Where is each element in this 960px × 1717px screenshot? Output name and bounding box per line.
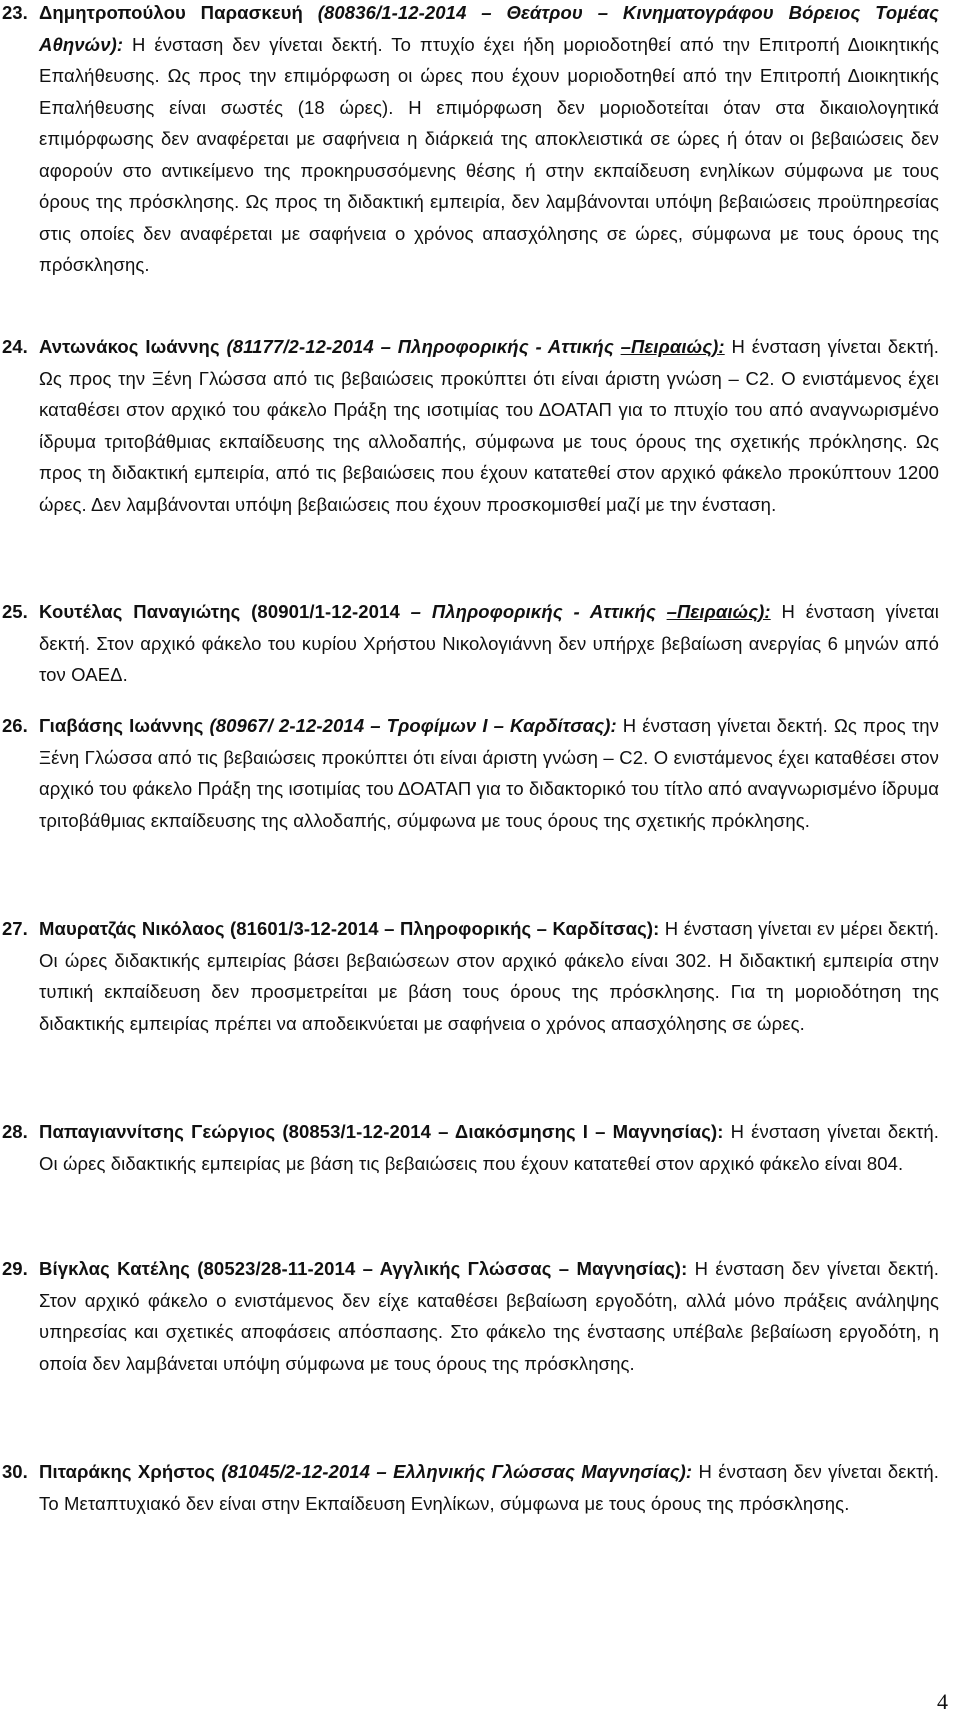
entry-dash: – [370,715,381,736]
entry-specialty: Πληροφορικής - Αττικής [391,336,621,357]
entry-code: (80836/1-12-2014 [302,2,482,23]
entry-specialty-tail: –Πειραιώς): [620,336,725,357]
entry-26 [0,710,939,836]
entry-name: Αντωνάκος Ιωάννης [39,336,220,357]
entry-specialty: Θεάτρου – Κινηματογράφου Βόρειος Τομέας Αθηνών): [39,2,939,55]
entry-text: Η ένσταση δεν γίνεται δεκτή. Το πτυχίο έχει ήδη μοριοδοτηθεί από την Επιτροπή Διοικητικής Επαλήθευσης. Ως προς την επιμόρφωση οι ώρες που έχουν μοριοδοτηθεί από την Επιτροπή Διοικητικής Επαλήθευσης είναι σωστές (18 ώρες). Η επιμόρφωση δεν μοριοδοτείται όταν στα δικαιολογητικά επιμόρφωσης δεν αναφέρεται με σαφήνεια η διάρκειά της αποκλειστικά σε ώρες ή όταν οι βεβαιώσεις δεν αφορούν στο αντικείμενο της προκηρυσσόμενης θέσης ή στην εκπαίδευση ενηλίκων σύμφωνα με τους όρους της πρόσκλησης. Ως προς τη διδακτική εμπειρία, δεν λαμβάνονται υπόψη βεβαιώσεις προϋπηρεσίας στις οποίες δεν αναφέρεται με σαφήνεια ο χρόνος απασχόλησης σε ώρες, σύμφωνα με τους όρους της πρόσκλησης. [39,33,939,275]
entry-dash: – [376,1461,387,1482]
entry-number: 29. [2,1258,28,1279]
entry-text: Η ένσταση γίνεται εν μέρει δεκτή. Οι ώρες διδακτικής εμπειρίας βάσει βεβαιώσεων στον αρχικό φάκελο είναι 302. Η διδακτική εμπειρία στην τυπική εκπαίδευση δεν προσμετρείται με βάση τους όρους της πρόσκλησης. Για τη μοριοδότηση της διδακτικής εμπειρίας πρέπει να αποδεικνύεται με σαφήνεια ο χρόνος απασχόλησης σε ώρες. [39,918,939,1034]
entry-name: Βίγκλας Κατέλης (80523/28-11-2014 [39,1258,363,1279]
entry-dash: – [481,2,492,23]
entry-dash: – [438,1121,449,1142]
entry-specialty: Αγγλικής Γλώσσας – Μαγνησίας): [373,1258,688,1279]
entry-number: 24. [2,336,28,357]
entry-23 [0,0,939,281]
entry-number: 30. [2,1461,28,1482]
entry-number: 27. [2,918,28,939]
entry-number: 26. [2,715,28,736]
entry-number: 28. [2,1121,28,1142]
entry-specialty-tail: –Πειραιώς): [666,601,771,622]
entry-dash: – [410,601,422,622]
entry-text: Η ένσταση γίνεται δεκτή. Στον αρχικό φάκελο του κυρίου Χρήστου Νικολογιάννη δεν υπήρχε βεβαίωση ανεργίας 6 μηνών από τον ΟΑΕΔ. [39,601,940,685]
entry-27 [0,913,939,1039]
entry-name: Κουτέλας Παναγιώτης (80901/1-12-2014 [39,601,411,622]
entry-28 [0,1116,939,1179]
entry-text: Η ένσταση δεν γίνεται δεκτή. Στον αρχικό φάκελο ο ενιστάμενος δεν είχε καταθέσει βεβαίωση εργοδότη, αλλά μόνο πράξεις ανάληψης υπηρεσίας και σχετικές αποφάσεις απόσπασης. Στο φάκελο της ένστασης υπέβαλε βεβαίωση εργοδότη, η οποία δεν λαμβάνεται υπόψη σύμφωνα με τους όρους της πρόσκλησης. [39,1258,939,1374]
entry-name: Πιταράκης Χρήστος [39,1461,216,1482]
entry-text: Η ένσταση γίνεται δεκτή. Οι ώρες διδακτικής εμπειρίας με βάση τις βεβαιώσεις που έχουν κατατεθεί στον αρχικό φάκελο είναι 804. [39,1121,939,1174]
entry-dash: – [380,336,391,357]
entry-specialty: Ελληνικής Γλώσσας Μαγνησίας): [386,1461,693,1482]
entry-code: (80967/ 2-12-2014 [203,715,371,736]
entry-name: Παπαγιαννίτσης Γεώργιος (80853/1-12-2014 [39,1121,439,1142]
entry-25 [0,596,939,691]
entry-specialty: Τροφίμων Ι – Καρδίτσας): [380,715,617,736]
entry-name: Γιαβάσης Ιωάννης [39,715,204,736]
entry-specialty: Διακόσμησης Ι – Μαγνησίας): [448,1121,724,1142]
entry-specialty: Πληροφορικής - Αττικής [421,601,667,622]
entry-number: 25. [2,601,28,622]
entry-code: (81045/2-12-2014 [215,1461,377,1482]
entry-dash: – [384,918,395,939]
entry-code: (81177/2-12-2014 [219,336,381,357]
entry-text: Η ένσταση γίνεται δεκτή. Ως προς την Ξένη Γλώσσα από τις βεβαιώσεις προκύπτει ότι είναι άριστη γνώση – C2. Ο ενιστάμενος έχει καταθέσει στον αρχικό του φάκελο Πράξη της ισοτιμίας του ΔΟΑΤΑΠ για το διδακτορικό του τίτλο από αναγνωρισμένο ίδρυμα τριτοβάθμιας εκπαίδευσης της αλλοδαπής, σύμφωνα με τους όρους της σχετικής πρόκλησης. [39,715,940,831]
entry-name: Δημητροπούλου Παρασκευή [39,2,303,23]
entry-24 [0,331,939,520]
entry-dash: – [362,1258,374,1279]
entry-text: Η ένσταση γίνεται δεκτή. Ως προς την Ξένη Γλώσσα από τις βεβαιώσεις προκύπτει ότι είναι άριστη γνώση – C2. Ο ενιστάμενος έχει καταθέσει στον αρχικό του φάκελο Πράξη της ισοτιμίας του ΔΟΑΤΑΠ για το πτυχίο του από αναγνωρισμένο ίδρυμα τριτοβάθμιας εκπαίδευσης της αλλοδαπής, σύμφωνα με τους όρους της σχετικής πρόκλησης. Ως προς τη διδακτική εμπειρία, από τις βεβαιώσεις που έχουν κατατεθεί στον αρχικό φάκελο προκύπτουν 1200 ώρες. Δεν λαμβάνονται υπόψη βεβαιώσεις που έχουν προσκομισθεί μαζί με την ένσταση. [39,336,939,515]
page-number: 4 [937,1689,948,1714]
entry-number: 23. [2,2,28,23]
entry-29 [0,1253,939,1379]
entry-text: Η ένσταση δεν γίνεται δεκτή. Το Μεταπτυχιακό δεν είναι στην Εκπαίδευση Ενηλίκων, σύμφωνα με τους όρους της πρόσκλησης. [39,1461,939,1514]
entry-30 [0,1456,939,1519]
entry-name: Μαυρατζάς Νικόλαος (81601/3-12-2014 [39,918,385,939]
entry-specialty: Πληροφορικής – Καρδίτσας): [394,918,660,939]
